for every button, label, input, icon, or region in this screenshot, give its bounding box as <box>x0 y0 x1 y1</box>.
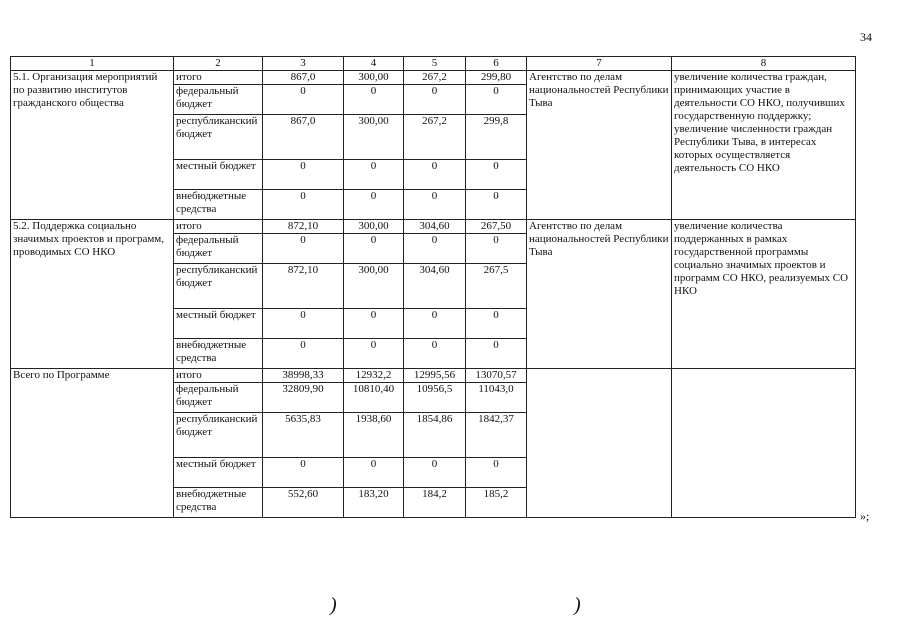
value-total: 552,60 <box>263 488 344 518</box>
value-year: 0 <box>404 160 466 190</box>
value-total: 0 <box>263 160 344 190</box>
column-number-row <box>11 57 856 71</box>
measure-name: Всего по Программе <box>11 369 174 518</box>
funding-source: федеральный бюджет <box>174 383 263 413</box>
value-total: 872,10 <box>263 220 344 234</box>
value-year: 1854,86 <box>404 413 466 458</box>
result-cell: увеличение количества поддержанных в рамках государственной программы социально значимых проектов и программ СО НКО, реализуемых СО НКО <box>672 220 856 369</box>
column-header: 4 <box>344 57 404 71</box>
measure-name: 5.2. Поддержка социально значимых проектов и программ, проводимых СО НКО <box>11 220 174 369</box>
value-year: 267,5 <box>466 264 527 309</box>
value-year: 304,60 <box>404 264 466 309</box>
column-header: 7 <box>527 57 672 71</box>
value-total: 5635,83 <box>263 413 344 458</box>
value-year: 183,20 <box>344 488 404 518</box>
scan-mark: ) <box>330 594 337 616</box>
column-header: 2 <box>174 57 263 71</box>
funding-source: федеральный бюджет <box>174 234 263 264</box>
value-year: 12995,56 <box>404 369 466 383</box>
value-total: 867,0 <box>263 115 344 160</box>
value-year: 0 <box>404 85 466 115</box>
value-total: 0 <box>263 190 344 220</box>
value-year: 300,00 <box>344 115 404 160</box>
executor-cell <box>527 369 672 518</box>
scan-mark: ) <box>574 594 581 616</box>
funding-source: внебюджетные средства <box>174 488 263 518</box>
value-total: 0 <box>263 234 344 264</box>
result-cell <box>672 369 856 518</box>
value-total: 0 <box>263 85 344 115</box>
value-year: 0 <box>466 85 527 115</box>
value-total: 872,10 <box>263 264 344 309</box>
funding-source: республиканский бюджет <box>174 264 263 309</box>
value-year: 299,8 <box>466 115 527 160</box>
column-header: 3 <box>263 57 344 71</box>
value-year: 0 <box>404 234 466 264</box>
value-total: 38998,33 <box>263 369 344 383</box>
value-year: 12932,2 <box>344 369 404 383</box>
value-total: 867,0 <box>263 71 344 85</box>
value-year: 267,50 <box>466 220 527 234</box>
column-header: 8 <box>672 57 856 71</box>
table-row <box>11 71 856 85</box>
value-year: 1842,37 <box>466 413 527 458</box>
value-year: 0 <box>344 85 404 115</box>
executor-cell: Агентство по делам национальностей Республики Тыва <box>527 220 672 369</box>
value-year: 0 <box>466 234 527 264</box>
value-year: 0 <box>466 339 527 369</box>
funding-source: итого <box>174 220 263 234</box>
page-number: 34 <box>860 30 872 44</box>
value-year: 0 <box>344 458 404 488</box>
value-year: 10956,5 <box>404 383 466 413</box>
value-year: 267,2 <box>404 115 466 160</box>
value-year: 304,60 <box>404 220 466 234</box>
value-year: 0 <box>344 309 404 339</box>
funding-source: республиканский бюджет <box>174 115 263 160</box>
value-total: 0 <box>263 339 344 369</box>
funding-source: итого <box>174 71 263 85</box>
column-header: 1 <box>11 57 174 71</box>
value-year: 300,00 <box>344 71 404 85</box>
value-total: 32809,90 <box>263 383 344 413</box>
value-year: 0 <box>404 190 466 220</box>
funding-source: местный бюджет <box>174 309 263 339</box>
executor-cell: Агентство по делам национальностей Республики Тыва <box>527 71 672 220</box>
budget-table <box>10 56 856 518</box>
funding-source: внебюджетные средства <box>174 339 263 369</box>
table-row <box>11 220 856 234</box>
value-year: 11043,0 <box>466 383 527 413</box>
column-header: 5 <box>404 57 466 71</box>
value-year: 300,00 <box>344 220 404 234</box>
funding-source: внебюджетные средства <box>174 190 263 220</box>
value-year: 0 <box>344 234 404 264</box>
value-year: 184,2 <box>404 488 466 518</box>
value-year: 0 <box>404 339 466 369</box>
funding-source: итого <box>174 369 263 383</box>
closing-quote-mark: »; <box>860 509 870 523</box>
value-total: 0 <box>263 309 344 339</box>
funding-source: местный бюджет <box>174 160 263 190</box>
value-year: 10810,40 <box>344 383 404 413</box>
value-year: 0 <box>466 190 527 220</box>
result-cell: увеличение количества граждан, принимающих участие в деятельности СО НКО, получивших государственную поддержку; увеличение численности граждан Республики Тыва, в интересах которых осуществляется деятельность СО НКО <box>672 71 856 220</box>
value-year: 13070,57 <box>466 369 527 383</box>
value-year: 0 <box>344 339 404 369</box>
funding-source: местный бюджет <box>174 458 263 488</box>
value-year: 0 <box>466 160 527 190</box>
value-year: 1938,60 <box>344 413 404 458</box>
value-year: 267,2 <box>404 71 466 85</box>
value-year: 299,80 <box>466 71 527 85</box>
value-year: 0 <box>344 190 404 220</box>
value-year: 0 <box>344 160 404 190</box>
value-year: 0 <box>404 458 466 488</box>
value-year: 0 <box>466 309 527 339</box>
value-year: 0 <box>466 458 527 488</box>
funding-source: республиканский бюджет <box>174 413 263 458</box>
value-year: 300,00 <box>344 264 404 309</box>
funding-source: федеральный бюджет <box>174 85 263 115</box>
measure-name: 5.1. Организация мероприятий по развитию институтов гражданского общества <box>11 71 174 220</box>
value-total: 0 <box>263 458 344 488</box>
value-year: 185,2 <box>466 488 527 518</box>
table-row <box>11 369 856 383</box>
column-header: 6 <box>466 57 527 71</box>
value-year: 0 <box>404 309 466 339</box>
